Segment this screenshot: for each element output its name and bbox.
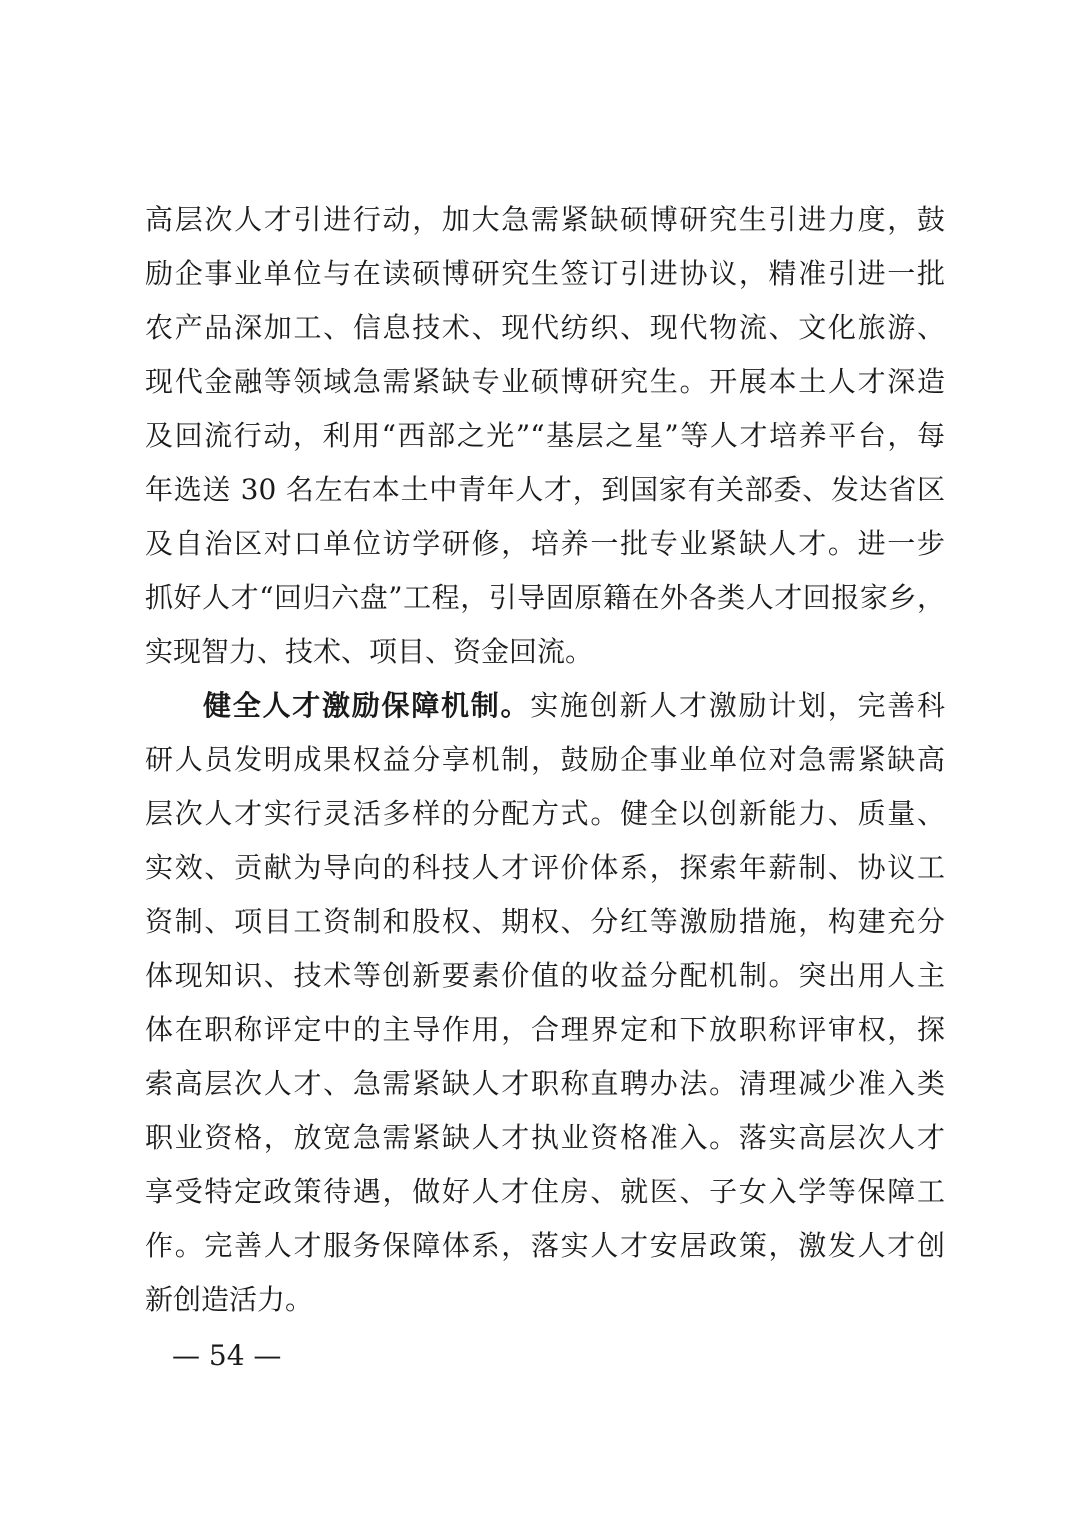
paragraph-2-line-9: 职业资格，放宽急需紧缺人才执业资格准入。落实高层次人才 — [145, 1121, 945, 1154]
paragraph-2-line-11: 作。完善人才服务保障体系，落实人才安居政策，激发人才创 — [145, 1229, 945, 1262]
paragraph-2-line-5: 资制、项目工资制和股权、期权、分红等激励措施，构建充分 — [145, 905, 945, 938]
paragraph-1-line-8: 抓好人才“回归六盘”工程，引导固原籍在外各类人才回报家乡， — [145, 581, 945, 614]
paragraph-2-line-1-text: 实施创新人才激励计划，完善科 — [530, 689, 945, 722]
paragraph-1-line-7: 及自治区对口单位访学研修，培养一批专业紧缺人才。进一步 — [145, 527, 945, 560]
paragraph-2-line-6: 体现知识、技术等创新要素价值的收益分配机制。突出用人主 — [145, 959, 945, 992]
paragraph-1-line-5: 及回流行动，利用“西部之光”“基层之星”等人才培养平台，每 — [145, 419, 945, 452]
paragraph-2-line-1 — [203, 678, 945, 734]
paragraph-2-line-8: 索高层次人才、急需紧缺人才职称直聘办法。清理减少准入类 — [145, 1067, 945, 1100]
paragraph-1-line-6: 年选送 30 名左右本土中青年人才，到国家有关部委、发达省区 — [145, 473, 945, 506]
paragraph-2-line-4: 实效、贡献为导向的科技人才评价体系，探索年薪制、协议工 — [145, 851, 945, 884]
paragraph-2-line-7: 体在职称评定中的主导作用，合理界定和下放职称评审权，探 — [145, 1013, 945, 1046]
paragraph-1-line-1: 高层次人才引进行动，加大急需紧缺硕博研究生引进力度，鼓 — [145, 203, 945, 236]
paragraph-1-line-4: 现代金融等领域急需紧缺专业硕博研究生。开展本土人才深造 — [145, 365, 945, 398]
paragraph-2-line-12: 新创造活力。 — [145, 1283, 314, 1316]
paragraph-2-line-2: 研人员发明成果权益分享机制，鼓励企事业单位对急需紧缺高 — [145, 743, 945, 776]
paragraph-2-line-3: 层次人才实行灵活多样的分配方式。健全以创新能力、质量、 — [145, 797, 945, 830]
paragraph-1-line-9: 实现智力、技术、项目、资金回流。 — [145, 635, 594, 668]
page-number: — 54 — — [172, 1339, 282, 1372]
paragraph-2-line-10: 享受特定政策待遇，做好人才住房、就医、子女入学等保障工 — [145, 1175, 945, 1208]
paragraph-1-line-3: 农产品深加工、信息技术、现代纺织、现代物流、文化旅游、 — [145, 311, 945, 344]
section-heading: 健全人才激励保障机制。 — [203, 689, 531, 722]
paragraph-1-line-2: 励企事业单位与在读硕博研究生签订引进协议，精准引进一批 — [145, 257, 945, 290]
